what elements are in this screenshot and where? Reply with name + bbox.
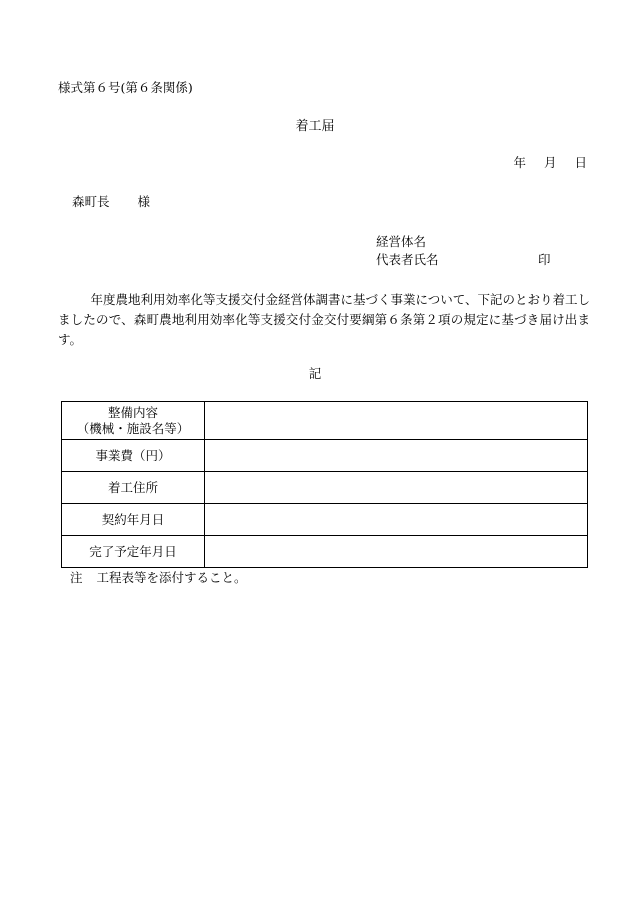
table-label-cell — [62, 402, 205, 440]
table-label-sub: （機械・施設名等） — [76, 420, 190, 436]
table-row — [62, 504, 588, 536]
organization-name-label: 経営体名 — [376, 234, 427, 249]
addressee — [72, 196, 150, 209]
footnote — [70, 572, 247, 585]
date-month-label: 月 — [543, 155, 557, 170]
footnote-prefix: 注 — [70, 570, 83, 585]
table-value-cell[interactable] — [205, 504, 588, 536]
form-number: 様式第６号(第６条関係) — [58, 80, 193, 95]
table-value-cell[interactable] — [205, 440, 588, 472]
table-row — [62, 402, 588, 440]
table-label: 完了予定年月日 — [62, 536, 205, 568]
table-value-cell[interactable] — [205, 472, 588, 504]
table-row — [62, 472, 588, 504]
table-label: 着工住所 — [62, 472, 205, 504]
representative-name-label: 代表者氏名 — [376, 252, 439, 267]
date-day-label: 日 — [574, 155, 587, 170]
table-row — [62, 536, 588, 568]
date-line — [513, 157, 587, 170]
ki-heading: 記 — [308, 366, 322, 381]
seal-mark: 印 — [538, 252, 551, 267]
detail-table — [61, 401, 588, 568]
table-row — [62, 440, 588, 472]
document-title: 着工届 — [295, 119, 335, 134]
table-label: 整備内容 — [107, 404, 158, 420]
addressee-honorific: 様 — [137, 194, 151, 209]
table-value-cell[interactable] — [205, 402, 588, 440]
table-value-cell[interactable] — [205, 536, 588, 568]
body-paragraph-block — [58, 290, 590, 350]
addressee-name: 森町長 — [72, 194, 110, 209]
body-paragraph: 年度農地利用効率化等支援交付金経営体調書に基づく事業について、下記のとおり着工しましたので、森町農地利用効率化等支援交付金交付要綱第６条第２項の規定に基づき届け出ます。 — [58, 292, 591, 347]
table-label: 契約年月日 — [62, 504, 205, 536]
date-year-label: 年 — [513, 155, 526, 170]
table-label: 事業費（円） — [62, 440, 205, 472]
footnote-text: 工程表等を添付すること。 — [96, 570, 247, 585]
